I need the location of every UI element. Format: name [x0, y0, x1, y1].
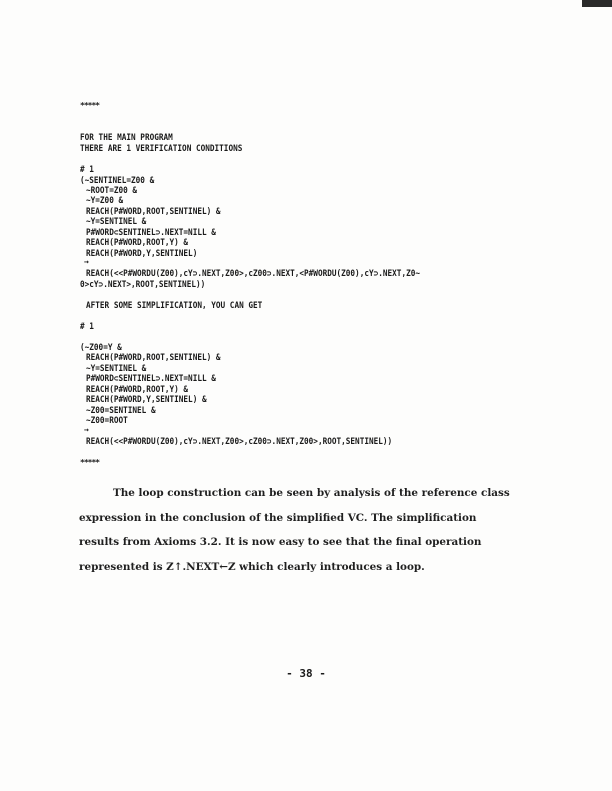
- vc1-conclusion-2: 0>cY⊃.NEXT>,ROOT,SENTINEL)): [80, 279, 206, 289]
- vc1-arrow: →: [84, 257, 89, 266]
- vc2-line: REACH(P#WORD,ROOT,SENTINEL) &: [86, 352, 221, 362]
- vc2-line: REACH(P#WORD,ROOT,Y) &: [86, 384, 189, 394]
- vc2-conclusion: REACH(<<P#WORDU(Z00),cY⊃.NEXT,Z00>,cZ00⊃.NEXT,Z00>,ROOT,SENTINEL)): [86, 436, 393, 446]
- vc1-line: (~SENTINEL=Z00 &: [80, 175, 155, 185]
- vc1-line: REACH(P#WORD,Y,SENTINEL): [86, 248, 198, 258]
- vc2-line: REACH(P#WORD,Y,SENTINEL) &: [86, 394, 207, 404]
- vc1-line: ~Y=SENTINEL &: [86, 216, 147, 226]
- vc2-line: ~Z00=SENTINEL &: [86, 405, 156, 415]
- separator-bottom: *****: [80, 458, 100, 467]
- header-line-1: FOR THE MAIN PROGRAM: [80, 132, 173, 142]
- vc2-number: # 1: [80, 321, 94, 331]
- vc2-line: (~Z00=Y &: [80, 342, 122, 352]
- vc2-line: ~Y=SENTINEL &: [86, 363, 147, 373]
- body-paragraph: The loop construction can be seen by analysis of the reference class expression in the conclusion of the simplified VC. The simplification results from Axioms 3.2. It is now easy to see that the final operation represented is Z↑.NEXT←Z which clearly introduces a loop.: [79, 487, 510, 573]
- vc1-line: REACH(P#WORD,ROOT,SENTINEL) &: [86, 206, 221, 216]
- vc2-arrow: →: [84, 425, 89, 434]
- vc2-line: ~Z00=ROOT: [86, 415, 128, 425]
- vc1-line: P#WORD⊂SENTINEL⊃.NEXT=NILL &: [86, 227, 216, 237]
- vc1-line: ~ROOT=Z00 &: [86, 185, 138, 195]
- page-number: - 38 -: [286, 667, 326, 680]
- vc1-line: ~Y=Z00 &: [86, 195, 124, 205]
- header-line-2: THERE ARE 1 VERIFICATION CONDITIONS: [80, 143, 243, 153]
- vc1-number: # 1: [80, 164, 94, 174]
- after-simplification-text: AFTER SOME SIMPLIFICATION, YOU CAN GET: [86, 300, 263, 310]
- vc1-conclusion-1: REACH(<<P#WORDU(Z00),cY⊃.NEXT,Z00>,cZ00⊃.NEXT,<P#WORDU(Z00),cY⊃.NEXT,Z0~: [86, 268, 421, 278]
- vc1-line: REACH(P#WORD,ROOT,Y) &: [86, 237, 189, 247]
- corner-scan-mark: [582, 0, 612, 7]
- body-paragraph-container: [79, 481, 519, 579]
- vc2-line: P#WORD⊂SENTINEL⊃.NEXT=NILL &: [86, 373, 216, 383]
- separator-top: *****: [80, 101, 100, 110]
